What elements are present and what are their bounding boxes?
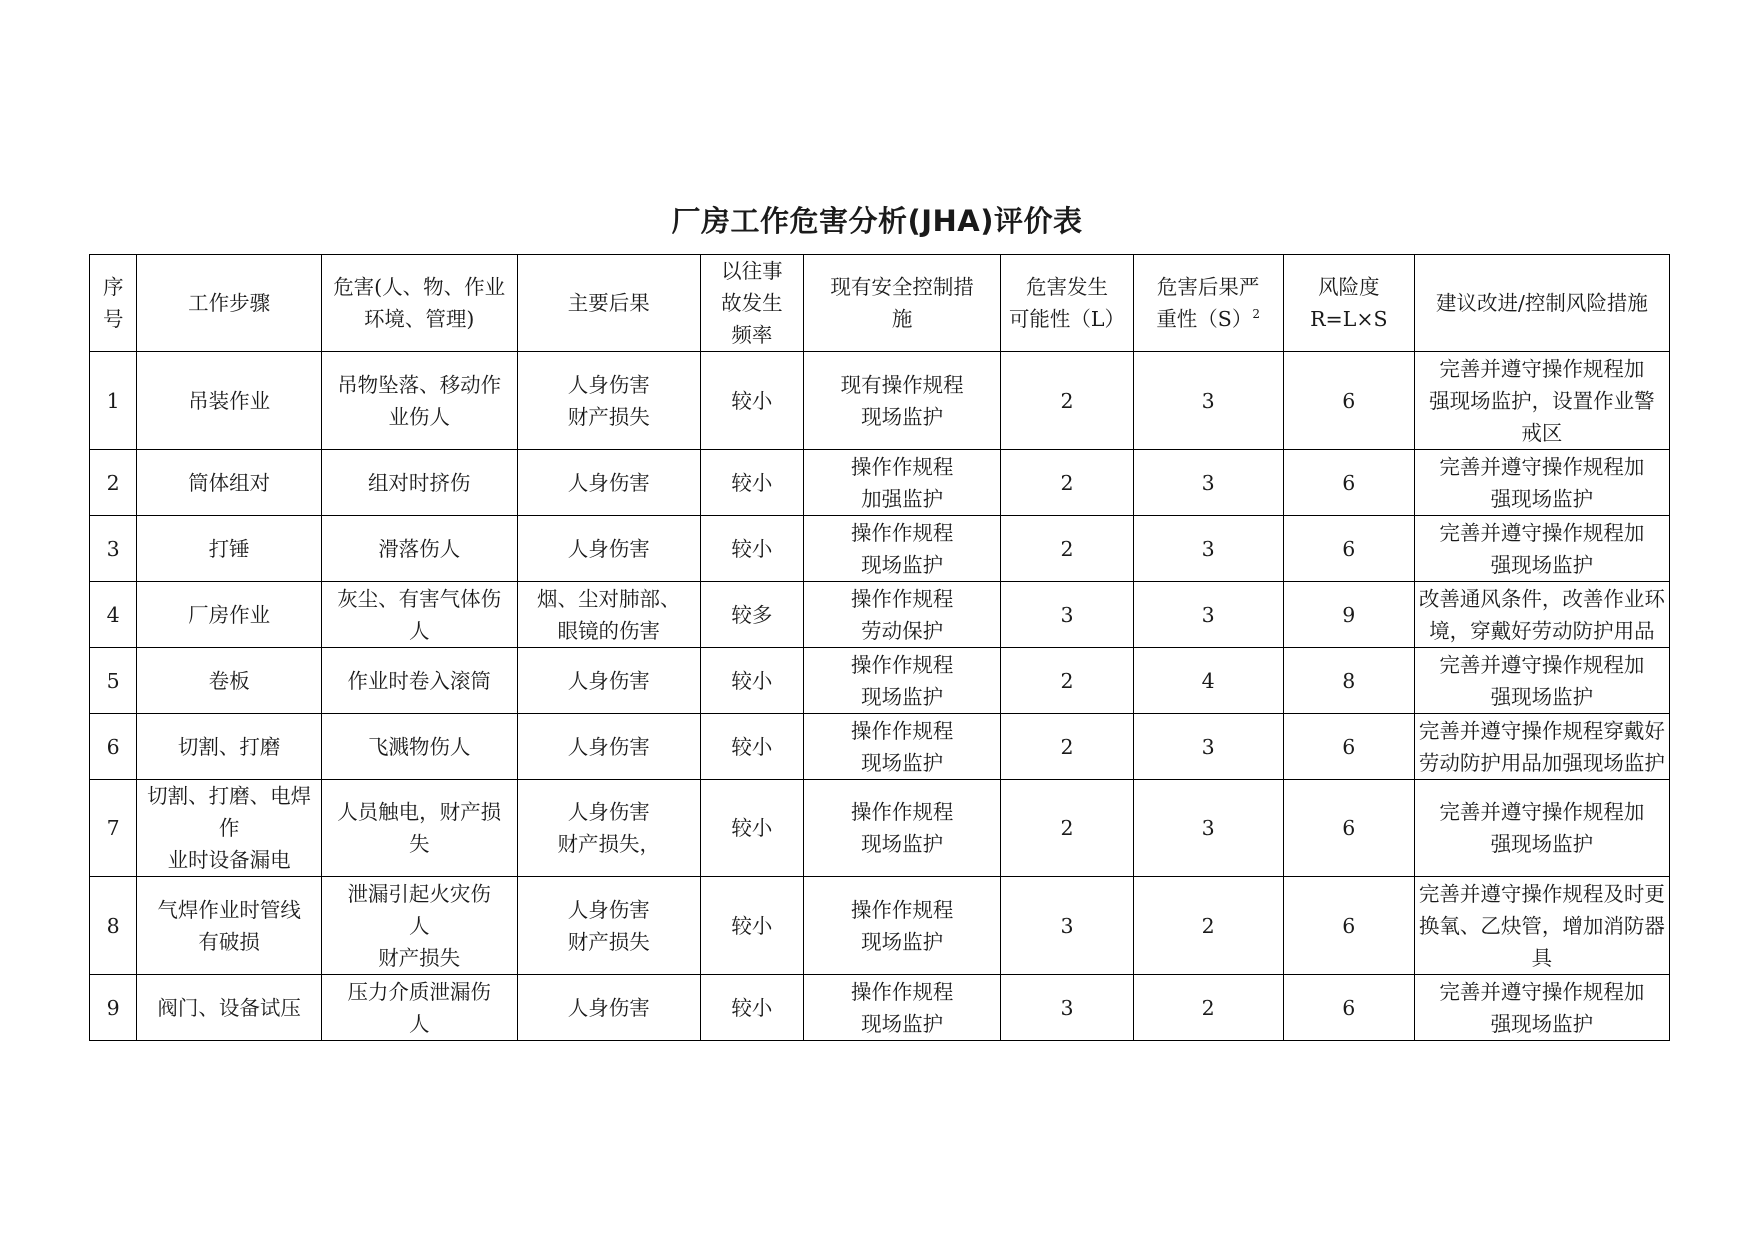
table-row [90, 516, 1670, 582]
cell-step: 气焊作业时管线 有破损 [137, 877, 322, 975]
cell-measure: 完善并遵守操作规程加 强现场监护 [1414, 648, 1669, 714]
header-no: 序 号 [90, 255, 137, 352]
table-row [90, 780, 1670, 877]
cell-step: 切割、打磨 [137, 714, 322, 780]
header-consequence: 主要后果 [517, 255, 701, 352]
cell-consequence: 人身伤害 财产损失， [517, 780, 701, 877]
cell-no: 4 [90, 582, 137, 648]
cell-risk: 6 [1283, 877, 1414, 975]
header-frequency: 以往事 故发生 频率 [701, 255, 804, 352]
cell-risk: 6 [1283, 714, 1414, 780]
cell-no: 6 [90, 714, 137, 780]
cell-likelihood: 2 [1001, 450, 1133, 516]
cell-risk: 9 [1283, 582, 1414, 648]
cell-control: 现有操作规程 现场监护 [803, 352, 1001, 450]
cell-hazard: 组对时挤伤 [321, 450, 517, 516]
cell-measure: 完善并遵守操作规程穿戴好 劳动防护用品加强现场监护 [1414, 714, 1669, 780]
cell-no: 7 [90, 780, 137, 877]
cell-consequence: 人身伤害 财产损失 [517, 877, 701, 975]
cell-consequence: 人身伤害 [517, 648, 701, 714]
table-row [90, 975, 1670, 1041]
cell-likelihood: 3 [1001, 877, 1133, 975]
cell-measure: 完善并遵守操作规程加 强现场监护 [1414, 450, 1669, 516]
table-row [90, 352, 1670, 450]
cell-hazard: 灰尘、有害气体伤 人 [321, 582, 517, 648]
cell-likelihood: 3 [1001, 582, 1133, 648]
cell-likelihood: 3 [1001, 975, 1133, 1041]
cell-control: 操作作规程 现场监护 [803, 714, 1001, 780]
cell-no: 1 [90, 352, 137, 450]
cell-risk: 6 [1283, 780, 1414, 877]
cell-measure: 完善并遵守操作规程加 强现场监护 [1414, 516, 1669, 582]
cell-risk: 6 [1283, 450, 1414, 516]
cell-consequence: 人身伤害 [517, 975, 701, 1041]
cell-severity: 2 [1133, 975, 1283, 1041]
cell-step: 切割、打磨、电焊作 业时设备漏电 [137, 780, 322, 877]
cell-frequency: 较小 [701, 780, 804, 877]
cell-consequence: 人身伤害 财产损失 [517, 352, 701, 450]
cell-control: 操作作规程 现场监护 [803, 648, 1001, 714]
cell-no: 8 [90, 877, 137, 975]
cell-control: 操作作规程 现场监护 [803, 516, 1001, 582]
table-row [90, 648, 1670, 714]
cell-step: 卷板 [137, 648, 322, 714]
cell-severity: 3 [1133, 714, 1283, 780]
cell-consequence: 人身伤害 [517, 516, 701, 582]
cell-measure: 完善并遵守操作规程及时更 换氧、乙炔管，增加消防器 具 [1414, 877, 1669, 975]
cell-hazard: 作业时卷入滚筒 [321, 648, 517, 714]
header-control: 现有安全控制措 施 [803, 255, 1001, 352]
cell-risk: 6 [1283, 975, 1414, 1041]
cell-consequence: 人身伤害 [517, 450, 701, 516]
cell-likelihood: 2 [1001, 648, 1133, 714]
cell-hazard: 滑落伤人 [321, 516, 517, 582]
cell-step: 吊装作业 [137, 352, 322, 450]
header-likelihood: 危害发生 可能性（L） [1001, 255, 1133, 352]
cell-severity: 3 [1133, 582, 1283, 648]
cell-severity: 4 [1133, 648, 1283, 714]
cell-frequency: 较小 [701, 450, 804, 516]
cell-frequency: 较小 [701, 352, 804, 450]
header-step: 工作步骤 [137, 255, 322, 352]
header-row [90, 255, 1670, 352]
cell-measure: 完善并遵守操作规程加 强现场监护 [1414, 780, 1669, 877]
cell-severity: 3 [1133, 352, 1283, 450]
cell-severity: 3 [1133, 516, 1283, 582]
table-row [90, 450, 1670, 516]
cell-hazard: 飞溅物伤人 [321, 714, 517, 780]
header-measure: 建议改进/控制风险措施 [1414, 255, 1669, 352]
cell-control: 操作作规程 劳动保护 [803, 582, 1001, 648]
cell-likelihood: 2 [1001, 352, 1133, 450]
cell-step: 打锤 [137, 516, 322, 582]
table-row [90, 877, 1670, 975]
cell-measure: 改善通风条件，改善作业环 境，穿戴好劳动防护用品 [1414, 582, 1669, 648]
cell-no: 9 [90, 975, 137, 1041]
cell-frequency: 较多 [701, 582, 804, 648]
cell-hazard: 人员触电，财产损 失 [321, 780, 517, 877]
cell-control: 操作作规程 现场监护 [803, 780, 1001, 877]
cell-hazard: 吊物坠落、移动作 业伤人 [321, 352, 517, 450]
cell-measure: 完善并遵守操作规程加 强现场监护，设置作业警 戒区 [1414, 352, 1669, 450]
cell-likelihood: 2 [1001, 714, 1133, 780]
header-severity [1133, 255, 1283, 352]
header-risk: 风险度 R=L×S [1283, 255, 1414, 352]
cell-frequency: 较小 [701, 516, 804, 582]
cell-measure: 完善并遵守操作规程加 强现场监护 [1414, 975, 1669, 1041]
cell-frequency: 较小 [701, 714, 804, 780]
cell-control: 操作作规程 加强监护 [803, 450, 1001, 516]
cell-consequence: 人身伤害 [517, 714, 701, 780]
header-severity-label: 危害后果严 重性（S） [1156, 275, 1260, 331]
cell-severity: 3 [1133, 450, 1283, 516]
cell-control: 操作作规程 现场监护 [803, 975, 1001, 1041]
cell-risk: 6 [1283, 516, 1414, 582]
cell-hazard: 泄漏引起火灾伤 人 财产损失 [321, 877, 517, 975]
table-row [90, 582, 1670, 648]
cell-severity: 3 [1133, 780, 1283, 877]
jha-table [89, 254, 1670, 1041]
cell-risk: 6 [1283, 352, 1414, 450]
cell-frequency: 较小 [701, 877, 804, 975]
table-row [90, 714, 1670, 780]
cell-hazard: 压力介质泄漏伤 人 [321, 975, 517, 1041]
cell-likelihood: 2 [1001, 516, 1133, 582]
cell-step: 厂房作业 [137, 582, 322, 648]
header-hazard: 危害(人、物、作业 环境、管理) [321, 255, 517, 352]
cell-no: 3 [90, 516, 137, 582]
cell-step: 阀门、设备试压 [137, 975, 322, 1041]
cell-no: 2 [90, 450, 137, 516]
cell-likelihood: 2 [1001, 780, 1133, 877]
cell-frequency: 较小 [701, 648, 804, 714]
cell-consequence: 烟、尘对肺部、 眼镜的伤害 [517, 582, 701, 648]
cell-no: 5 [90, 648, 137, 714]
cell-risk: 8 [1283, 648, 1414, 714]
severity-footnote-mark: 2 [1252, 307, 1260, 322]
cell-control: 操作作规程 现场监护 [803, 877, 1001, 975]
cell-step: 筒体组对 [137, 450, 322, 516]
page-title: 厂房工作危害分析(JHA)评价表 [671, 204, 1083, 238]
cell-frequency: 较小 [701, 975, 804, 1041]
cell-severity: 2 [1133, 877, 1283, 975]
